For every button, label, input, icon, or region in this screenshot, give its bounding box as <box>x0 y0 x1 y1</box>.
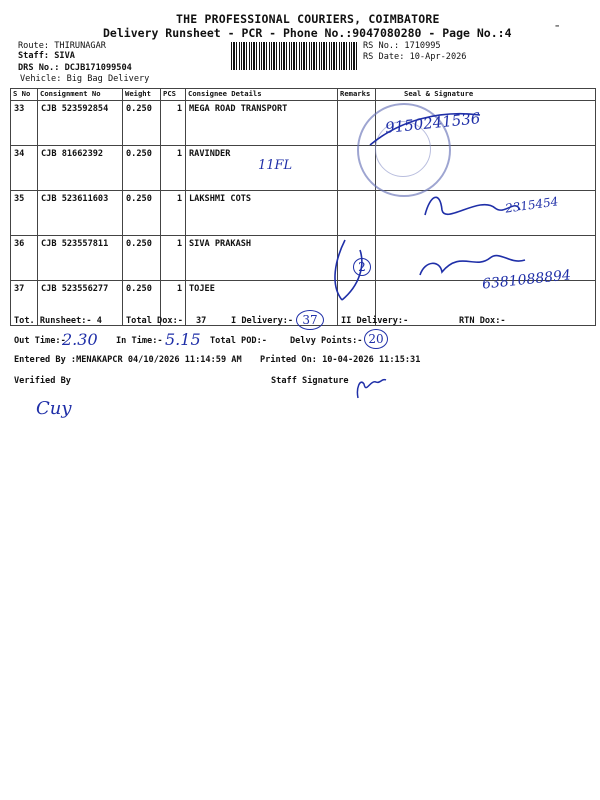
row-weight: 0.250 <box>123 236 161 281</box>
rtn-dox-label: RTN Dox:- <box>459 316 506 326</box>
delvy-points-circled: 20 <box>364 329 388 349</box>
in-time-label: In Time:- <box>116 336 163 346</box>
handwritten-phone-3: 6381088894 <box>481 267 572 293</box>
row-sno: 36 <box>11 236 38 281</box>
out-time-label: Out Time:- <box>14 336 66 346</box>
printed-on: Printed On: 10-04-2026 11:15:31 <box>260 355 421 365</box>
staff-label: Staff: SIVA <box>18 51 75 61</box>
route-label: Route: THIRUNAGAR <box>18 41 106 51</box>
entered-by: Entered By :MENAKAPCR 04/10/2026 11:14:59 AM <box>14 355 242 365</box>
vehicle-label: Vehicle: Big Bag Delivery <box>20 74 150 84</box>
row-pcs: 1 <box>161 191 186 236</box>
col-header: Remarks <box>338 89 376 101</box>
row-sno: 34 <box>11 146 38 191</box>
total-dox-label: Total Dox:- <box>126 316 183 326</box>
row-weight: 0.250 <box>123 281 161 326</box>
row-weight: 0.250 <box>123 101 161 146</box>
row-consignment: CJB 523611603 <box>38 191 123 236</box>
staff-signature-mark <box>350 370 390 404</box>
row-consignment: CJB 523556277 <box>38 281 123 326</box>
row-weight: 0.250 <box>123 146 161 191</box>
i-delivery-label: I Delivery:- <box>231 316 294 326</box>
handwritten-signatures <box>330 100 590 315</box>
row-pcs: 1 <box>161 101 186 146</box>
row-consignment: CJB 523557811 <box>38 236 123 281</box>
handwritten-remark-34: 11FL <box>258 158 293 173</box>
ii-delivery-label: II Delivery:- <box>341 316 409 326</box>
staff-signature-label: Staff Signature <box>271 376 349 386</box>
row-consignee: LAKSHMI COTS <box>186 191 338 236</box>
col-header: S No <box>11 89 38 101</box>
row-pcs: 1 <box>161 236 186 281</box>
row-pcs: 1 <box>161 281 186 326</box>
corner-mark: - <box>553 18 562 34</box>
verified-by-label: Verified By <box>14 376 71 386</box>
col-header: Seal & Signature <box>376 89 596 101</box>
barcode-image <box>231 42 358 70</box>
in-time-value: 5.15 <box>165 330 201 349</box>
handwritten-remark-37: 2 <box>353 258 371 276</box>
i-delivery-circled: 37 <box>296 310 324 330</box>
delvy-points-label: Delvy Points:- <box>290 336 363 346</box>
col-header: PCS <box>161 89 186 101</box>
col-header: Consignment No <box>38 89 123 101</box>
row-pcs: 1 <box>161 146 186 191</box>
row-consignment: CJB 523592854 <box>38 101 123 146</box>
signature-stroke <box>370 114 480 145</box>
drs-number: DRS No.: DCJB171099504 <box>18 63 132 73</box>
row-consignee: RAVINDER <box>186 146 338 191</box>
row-weight: 0.250 <box>123 191 161 236</box>
rs-number: RS No.: 1710995 <box>363 41 441 51</box>
signature-stroke <box>357 380 386 398</box>
signature-stroke <box>420 256 525 275</box>
rs-date: RS Date: 10-Apr-2026 <box>363 52 467 62</box>
total-pod-label: Total POD:- <box>210 336 267 346</box>
total-dox-value: 37 <box>196 316 207 326</box>
table-header-row <box>11 89 596 101</box>
company-title: THE PROFESSIONAL COURIERS, COIMBATORE <box>176 12 440 26</box>
col-header: Consignee Details <box>186 89 338 101</box>
row-consignee: SIVA PRAKASH <box>186 236 338 281</box>
runsheet-subtitle: Delivery Runsheet - PCR - Phone No.:9047080280 - Page No.:4 <box>103 26 512 40</box>
row-sno: 33 <box>11 101 38 146</box>
tot-runsheet: Tot. Runsheet:- 4 <box>14 316 102 326</box>
signature-stroke <box>425 197 520 215</box>
verified-initials: Cuy <box>36 398 72 419</box>
row-sno: 35 <box>11 191 38 236</box>
handwritten-phone-1: 9150241536 <box>384 109 482 137</box>
row-sno: 37 <box>11 281 38 326</box>
row-consignment: CJB 81662392 <box>38 146 123 191</box>
out-time-value: 2.30 <box>62 330 98 349</box>
signature-stroke <box>335 240 362 300</box>
row-consignee: TOJEE <box>186 281 338 326</box>
row-consignee: MEGA ROAD TRANSPORT <box>186 101 338 146</box>
handwritten-phone-2: 2315454 <box>504 194 560 216</box>
col-header: Weight <box>123 89 161 101</box>
